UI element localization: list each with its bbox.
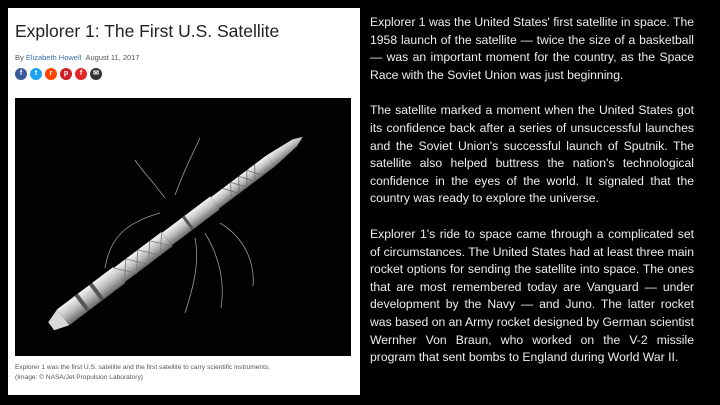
publish-date: August 11, 2017 <box>85 53 140 62</box>
reddit-icon[interactable]: r <box>45 68 57 80</box>
article-card <box>8 8 360 395</box>
paragraph-3: Explorer 1's ride to space came through a complicated set of circumstances. The United States had at least three main rocket options for sending the satellite into space. The ones that are most remembered today are Vanguard — under development by the Navy — and Juno. The latter rocket was based on an Army rocket designed by German scientist Wernher Von Braun, who worked on the V-2 missile program that sent bombs to England during World War II. <box>370 226 694 365</box>
facebook-icon[interactable]: f <box>15 68 27 80</box>
caption-text: Explorer 1 was the first U.S. satellite and the first satellite to carry scientific instruments. <box>15 364 271 371</box>
caption-credit: (Image: © NASA/Jet Propulsion Laboratory) <box>15 374 143 381</box>
paragraph-2: The satellite marked a moment when the United States got its confidence back after a series of unsuccessful launches and the Soviet Union's successful launch of Sputnik. The satellite also helped buttress the nation's technological confidence in the eyes of the world. It signaled that the country was ready to explore the universe. <box>370 103 694 206</box>
article-body <box>370 14 694 385</box>
article-title: Explorer 1: The First U.S. Satellite <box>15 21 280 41</box>
image-caption <box>15 363 353 383</box>
share-buttons <box>15 68 102 81</box>
flipboard-icon[interactable]: f <box>75 68 87 80</box>
paragraph-1: Explorer 1 was the United States' first satellite in space. The 1958 launch of the satellite — twice the size of a basketball — was an important moment for the country, as the Space Race with the Soviet Union was just beginning. <box>370 15 694 82</box>
byline <box>15 53 140 62</box>
twitter-icon[interactable]: t <box>30 68 42 80</box>
pinterest-icon[interactable]: p <box>60 68 72 80</box>
author-link[interactable]: Elizabeth Howell <box>25 53 82 62</box>
explorer-1-image <box>15 98 351 356</box>
satellite-photo <box>15 98 351 356</box>
byline-prefix: By <box>15 53 24 62</box>
email-icon[interactable]: ✉ <box>90 68 102 80</box>
